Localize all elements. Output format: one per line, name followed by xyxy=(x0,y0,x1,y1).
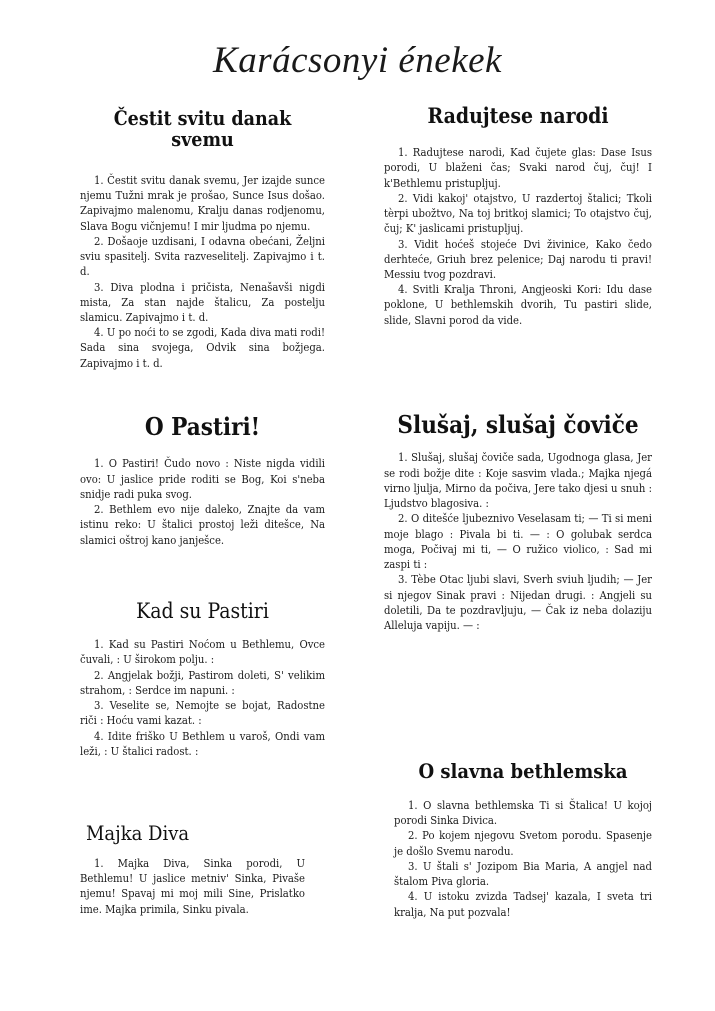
verse: 1. Kad su Pastiri Noćom u Bethlemu, Ovce čuvali, : U širokom polju. : xyxy=(80,638,325,667)
verse: 1. O slavna bethlemska Ti si Štalica! U kojoj porodi Sinka Divica. xyxy=(394,799,652,828)
verse: 3. Veselite se, Nemojte se bojat, Radostne riči : Hoću vami kazat. : xyxy=(80,699,325,728)
song-o-pastiri xyxy=(80,414,325,548)
verse: 2. Angjelak božji, Pastirom doleti, S' velikim strahom, : Serdce im napuni. : xyxy=(80,668,325,697)
song-title: Slušaj, slušaj čoviče xyxy=(397,410,639,439)
verse: 4. Idite friško U Bethlem u varoš, Ondi vam leži, : U štalici radost. : xyxy=(80,729,325,758)
song-o-slavna-bethlemska xyxy=(394,760,652,920)
song-cestit-svitu xyxy=(80,108,325,371)
verse: 1. Radujtese narodi, Kad čujete glas: Dase Isus porodi, U blaženi čas; Svaki narod čuj, čuj! I k'Bethlemu pristupljuj. xyxy=(384,146,652,190)
song-slusaj-slusaj xyxy=(384,412,652,633)
song-title: O slavna bethlemska xyxy=(418,759,628,783)
song-title: Čestit svitu danak svemu xyxy=(113,107,292,152)
verse: 2. Došaoje uzdisani, I odavna obećani, Željni sviu spasitelj. Svita razveselitelj. Zapivajmo i t. d. xyxy=(80,234,325,279)
verse: 1. Slušaj, slušaj čoviče sada, Ugodnoga glasa, Jer se rodi božje dite : Koje sasvim vlada.; Majka njegá virno ljulja, Mirno da počiva, Jere tako djesi u snuh : Ljudstvo blagosiva. : xyxy=(384,451,652,511)
verse: 4. U istoku zvizda Tadsej' kazala, I sveta tri kralja, Na put pozvala! xyxy=(394,890,652,919)
song-radujtese-narodi xyxy=(384,104,652,328)
song-title: Radujtese narodi xyxy=(427,103,609,128)
verse: 1. O Pastiri! Čudo novo : Niste nigda vidili ovo: U jaslice pride roditi se Bog, Koi s'neba snidje radi puka svog. xyxy=(80,457,325,501)
song-kad-su-pastiri xyxy=(80,600,325,759)
verse: 2. Vidi kakoj' otajstvo, U razdertoj štalici; Tkoli tèrpi ubožtvo, Na toj britkoj slamici; To otajstvo čuj, čuj; K' jaslicami pristupljuj. xyxy=(384,191,652,236)
song-title: Majka Diva xyxy=(86,821,190,845)
song-majka-diva xyxy=(80,822,305,917)
verse: 3. Tèbe Otac ljubi slavi, Sverh sviuh ljudih; — Jer si njegov Sinak pravi : Nijedan drugi. : Angjeli su doletili, Da te pozdravljuju, — Čak iz neba dolaziju Alleluja vapiju. — : xyxy=(384,573,652,632)
verse: 3. Vidit hoćeš stojeće Dvi živinice, Kako čedo derhteće, Griuh brez pelenice; Daj narodu ti pravi! Messiu tvog pozdravi. xyxy=(384,237,652,281)
page-title: Karácsonyi énekek xyxy=(213,40,502,81)
song-title: Kad su Pastiri xyxy=(136,599,269,623)
verse: 2. O ditešće ljubeznivo Veselasam ti; — Ti si meni moje blago : Pivala bi ti. — : O golubak serdca moga, Počivaj mi ti, — O ružico violico, : Sad mi zaspi ti : xyxy=(384,512,652,572)
verse: 2. Po kojem njegovu Svetom porodu. Spasenje je došlo Svemu narodu. xyxy=(394,829,652,858)
verse: 3. U štali s' Jozipom Bia Maria, A angjel nad štalom Piva gloria. xyxy=(394,859,652,889)
verse: 2. Bethlem evo nije daleko, Znajte da vam istinu reko: U štalici prostoj leži ditešce, Na slamici oštroj kano janješce. xyxy=(80,503,325,547)
verse: 1. Čestit svitu danak svemu, Jer izajde sunce njemu Tužni mrak je prošao, Sunce Isus došao. Zapivajmo malenomu, Kralju danas rodjenomu, Slava Bogu vičnjemu! I mir ljudma po njemu. xyxy=(80,173,325,233)
song-title: O Pastiri! xyxy=(144,412,261,441)
verse: 4. Svitli Kralja Throni, Angjeoski Kori: Idu dase poklone, U bethlemskih dvorih, Tu pastiri slide, slide, Slavni porod da vide. xyxy=(384,283,652,327)
verse: 4. U po noći to se zgodi, Kada diva mati rodi! Sada sina svojega, Odvik sina božjega. Zapivajmo i t. d. xyxy=(80,326,325,370)
verse: 3. Diva plodna i pričista, Nenašavši nigdi mista, Za stan najde štalicu, Za postelju slamicu. Zapivajmo i t. d. xyxy=(80,280,325,324)
verse: 1. Majka Diva, Sinka porodi, U Bethlemu! U jaslice metniv' Sinka, Pivaše njemu! Spavaj mi moj mili Sine, Prislatko ime. Majka primila, Sinku pivala. xyxy=(80,857,305,916)
